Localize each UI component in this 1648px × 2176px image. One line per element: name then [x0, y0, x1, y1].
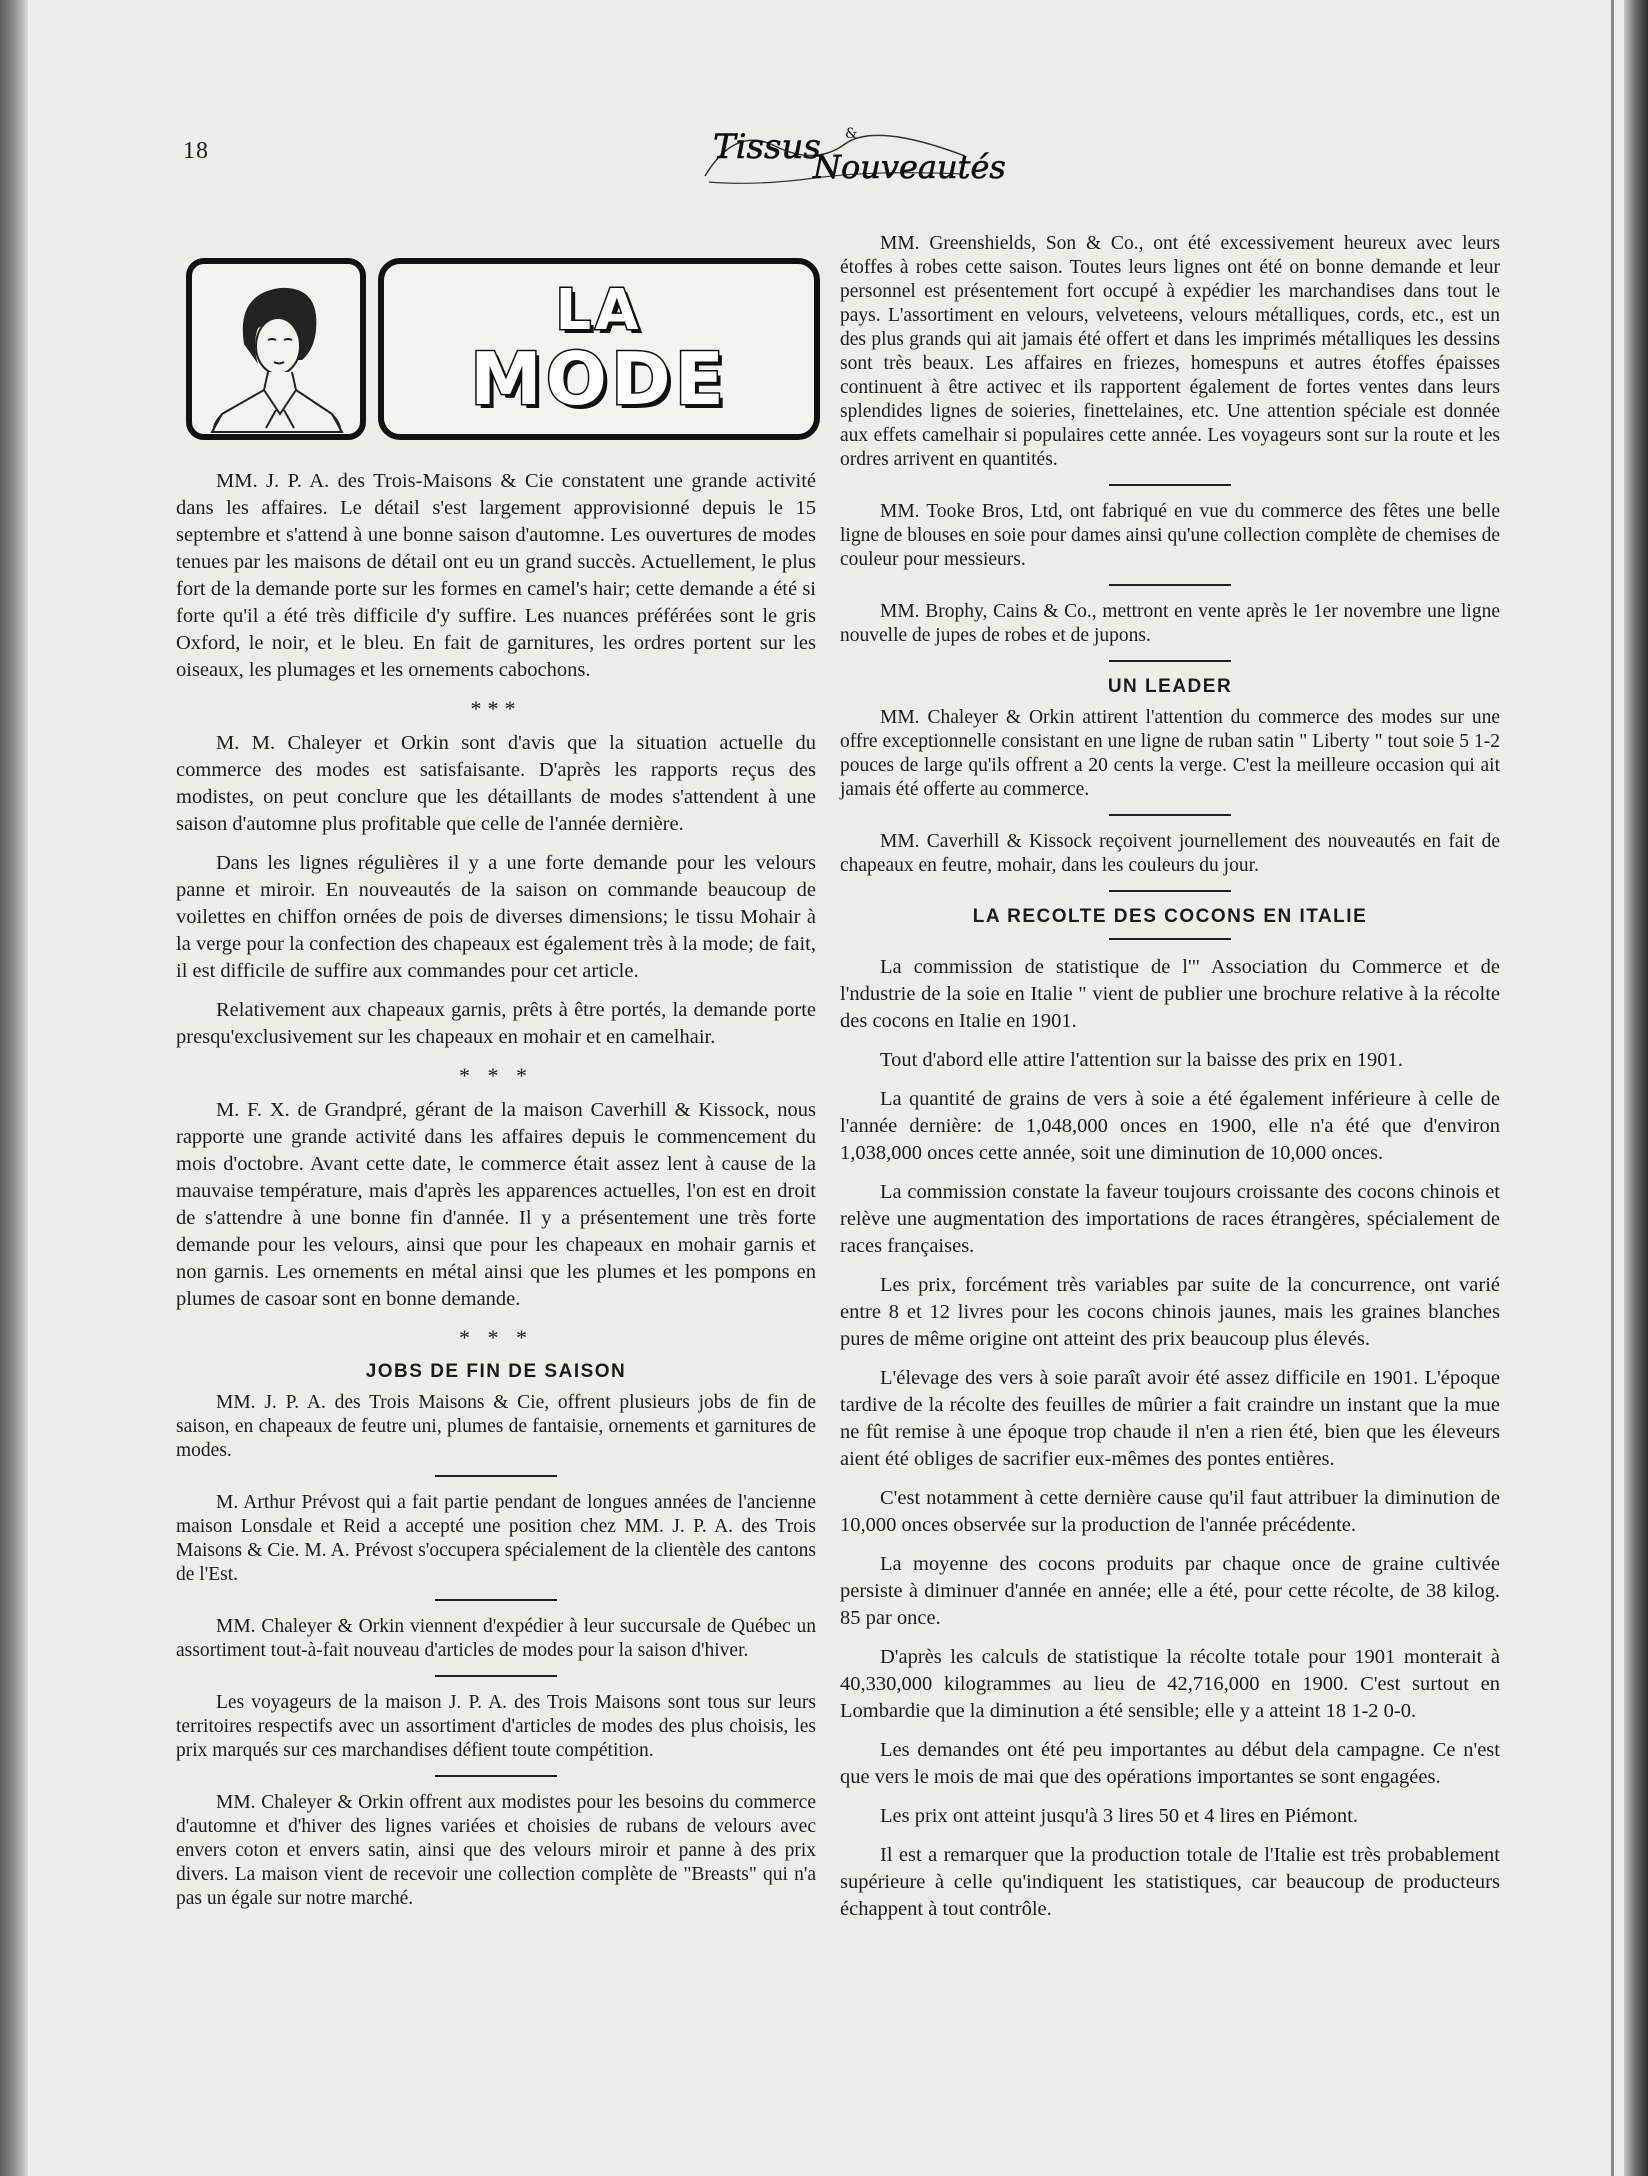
divider-rule	[1109, 484, 1231, 486]
divider-rule	[435, 1599, 557, 1601]
la-mode-header	[176, 258, 816, 458]
divider-rule	[1109, 938, 1231, 940]
divider-rule	[1109, 890, 1231, 892]
divider-rule	[435, 1675, 557, 1677]
portrait-frame	[186, 258, 366, 440]
divider-rule	[1109, 814, 1231, 816]
svg-text:&: &	[845, 126, 858, 142]
page-binding-left	[0, 0, 28, 2176]
title-la: LA	[555, 278, 643, 343]
binding-thread	[1611, 0, 1614, 2176]
paragraph: La commission constate la faveur toujours croissante des cocons chinois et relève une augmentation des importations de races étrangères, spécialement de races françaises.	[840, 1181, 1500, 1257]
paragraph: MM. J. P. A. des Trois Maisons & Cie, offrent plusieurs jobs de fin de saison, en chapeaux de feutre uni, plumes de fantaisie, ornements et garnitures de modes.	[176, 1392, 816, 1461]
woman-portrait-icon	[192, 264, 360, 434]
paragraph: MM. Brophy, Cains & Co., mettront en vente après le 1er novembre une ligne nouvelle de jupes de robes et de jupons.	[840, 601, 1500, 646]
paragraph: MM. Chaleyer & Orkin offrent aux modistes pour les besoins du commerce d'automne et d'hiver des lignes variées et choisies de rubans de velours avec envers coton et envers satin, ainsi que des velours miroir et panne à des prix divers. La maison vient de recevoir une collection complète de "Breasts" qui n'a pas un égale sur notre marché.	[176, 1792, 816, 1909]
divider-rule	[1109, 660, 1231, 662]
paragraph: Les prix ont atteint jusqu'à 3 lires 50 et 4 lires en Piémont.	[880, 1805, 1358, 1827]
la-mode-title-frame	[378, 258, 820, 440]
paragraph: Tout d'abord elle attire l'attention sur la baisse des prix en 1901.	[880, 1049, 1403, 1071]
paragraph: L'élevage des vers à soie paraît avoir été assez difficile en 1901. L'époque tardive de la récolte des feuilles de mûrier a fait craindre un instant que la mue ne fût remise à une époque trop chaude il n'en a rien été, bien que les éleveurs aient été obliges de sacrifier eux-mêmes des pontes entières.	[840, 1367, 1500, 1470]
paragraph: Les demandes ont été peu importantes au début dela campagne. Ce n'est que vers le mois de mai que des opérations importantes se sont engagées.	[840, 1739, 1500, 1788]
right-column	[840, 232, 1500, 1935]
paragraph: MM. Tooke Bros, Ltd, ont fabriqué en vue du commerce des fêtes une belle ligne de blouses en soie pour dames ainsi qu'une collection complète de chemises de couleur pour messieurs.	[840, 501, 1500, 570]
paragraph: MM. Greenshields, Son & Co., ont été excessivement heureux avec leurs étoffes à robes cette saison. Toutes leurs lignes ont été on bonne demande et leur personnel est présentement fort occupé à expédier les marchandises dans tout le pays. L'assortiment en velours, velveteens, velours métalliques, cords, etc., est un des plus grands qui ait jamais été offert et dans les imprimés métalliques les dessins sont très beaux. Les affaires en friezes, homespuns et autres étoffes épaisses continuent à être activec et ils rapportent également de fortes ventes dans leurs splendides lignes de soieries, finettelaines, etc. Une attention spéciale est donnée aux effets camelhair si populaires cette année. Les voyageurs sont sur la route et les ordres arrivent en quantités.	[840, 233, 1500, 470]
paragraph: MM. Chaleyer & Orkin attirent l'attention du commerce des modes sur une offre exceptionnelle consistant en une ligne de ruban satin " Liberty " tout soie 5 1-2 pouces de large qu'ils offrent a 20 cents la verge. C'est la meilleure occasion qui ait jamais été offerte au commerce.	[840, 707, 1500, 800]
svg-text:Tissus: Tissus	[713, 127, 821, 167]
paragraph: La moyenne des cocons produits par chaque once de graine cultivée persiste à diminuer d'année en année; elle a été, pour cette récolte, de 38 kilog. 85 par once.	[840, 1553, 1500, 1629]
paragraph: Relativement aux chapeaux garnis, prêts à être portés, la demande porte presqu'exclusivement sur les chapeaux en mohair et en camelhair.	[176, 999, 816, 1048]
paragraph: MM. Caverhill & Kissock reçoivent journellement des nouveautés en fait de chapeaux en feutre, mohair, dans les couleurs du jour.	[840, 831, 1500, 876]
page-binding-right	[1624, 0, 1648, 2176]
title-mode: MODE	[470, 337, 728, 421]
page-number: 18	[183, 138, 209, 164]
section-heading-recolte: LA RECOLTE DES COCONS EN ITALIE	[972, 906, 1368, 927]
paragraph: La commission de statistique de l'" Association du Commerce et de l'ndustrie de la soie en Italie " vient de publier une brochure relative à la récolte des cocons en Italie en 1901.	[840, 956, 1500, 1032]
paragraph: Les prix, forcément très variables par suite de la concurrence, ont varié entre 8 et 12 livres pour les cocons chinois jaunes, mais les graines blanches pures de même origine ont atteint des prix beaucoup plus élevés.	[840, 1274, 1500, 1350]
section-separator-stars: ***	[470, 696, 522, 721]
section-separator-stars: * * *	[459, 1063, 533, 1088]
divider-rule	[1109, 584, 1231, 586]
paragraph: M. M. Chaleyer et Orkin sont d'avis que la situation actuelle du commerce des modes est satisfaisante. D'après les rapports reçus des modistes, on peut conclure que les détaillants de modes s'attendent à une saison d'automne plus profitable que celle de l'année dernière.	[176, 732, 816, 835]
section-heading-leader: UN LEADER	[1107, 676, 1233, 697]
left-column	[176, 258, 816, 1923]
paragraph: M. Arthur Prévost qui a fait partie pendant de longues années de l'ancienne maison Lonsdale et Reid a accepté une position chez MM. J. P. A. des Trois Maisons & Cie. M. A. Prévost s'occupera spécialement de la clientèle des cantons de l'Est.	[176, 1492, 816, 1585]
paragraph: D'après les calculs de statistique la récolte totale pour 1901 monterait à 40,330,000 kilogrammes au lieu de 42,716,000 en 1900. C'est surtout en Lombardie que la diminution a été sensible; elle y a atteint 18 1-2 0-0.	[840, 1646, 1500, 1722]
paragraph: Il est a remarquer que la production totale de l'Italie est très probablement supérieure à celle qu'indiquent les statistiques, car beaucoup de producteurs échappent à tout contrôle.	[840, 1844, 1500, 1920]
paragraph: La quantité de grains de vers à soie a été également inférieure à celle de l'année dernière: de 1,048,000 onces en 1900, elle n'a été que d'environ 1,038,000 onces cette année, soit une diminution de 10,000 onces.	[840, 1088, 1500, 1164]
paragraph: C'est notamment à cette dernière cause qu'il faut attribuer la diminution de 10,000 onces observée sur la production de l'année précédente.	[840, 1487, 1500, 1536]
paragraph: MM. Chaleyer & Orkin viennent d'expédier à leur succursale de Québec un assortiment tout-à-fait nouveau d'articles de modes pour la saison d'hiver.	[176, 1616, 816, 1661]
divider-rule	[435, 1775, 557, 1777]
divider-rule	[435, 1475, 557, 1477]
paragraph: MM. J. P. A. des Trois-Maisons & Cie constatent une grande activité dans les affaires. Le détail s'est largement approvisionné depuis le 15 septembre et s'attend à une bonne saison d'automne. Les ouvertures de modes tenues par les maisons de détail ont eu un grand succès. Actuellement, le plus fort de la demande porte sur les formes en camel's hair; cette demande a été si forte qu'il a été très difficile d'y suffire. Les nuances préférées sont le gris Oxford, le noir, et le bleu. En fait de garnitures, les ordres portent sur les oiseaux, les plumages et les ornements cabochons.	[176, 470, 816, 681]
paragraph: M. F. X. de Grandpré, gérant de la maison Caverhill & Kissock, nous rapporte une grande activité dans les affaires depuis le commencement du mois d'octobre. Avant cette date, le commerce était assez lent à cause de la mauvaise température, mais d'après les apparences actuelles, l'on est en droit de s'attendre à une bonne fin d'année. Il y a présentement une très forte demande pour les velours, ainsi que pour les chapeaux en mohair garnis et non garnis. Les ornements en métal ainsi que les plumes et les pompons en plumes de casoar sont en bonne demande.	[176, 1099, 816, 1310]
section-heading-jobs: JOBS DE FIN DE SAISON	[365, 1361, 627, 1382]
paragraph: Dans les lignes régulières il y a une forte demande pour les velours panne et miroir. En nouveautés de la saison on commande beaucoup de voilettes en chiffon ornées de pois de diverses dimensions; le tissu Mohair à la verge pour la confection des chapeaux est également très à la mode; de fait, il est difficile de suffire aux commandes pour cet article.	[176, 852, 816, 982]
section-separator-stars: * * *	[459, 1325, 533, 1350]
paragraph: Les voyageurs de la maison J. P. A. des Trois Maisons sont tous sur leurs territoires respectifs avec un assortiment d'articles de modes des plus choisis, les prix marqués sur ces marchandises défient toute compétition.	[176, 1692, 816, 1761]
svg-text:Nouveautés: Nouveautés	[813, 148, 1006, 186]
masthead-logo-art	[695, 116, 1006, 196]
masthead-logo	[695, 116, 1006, 196]
